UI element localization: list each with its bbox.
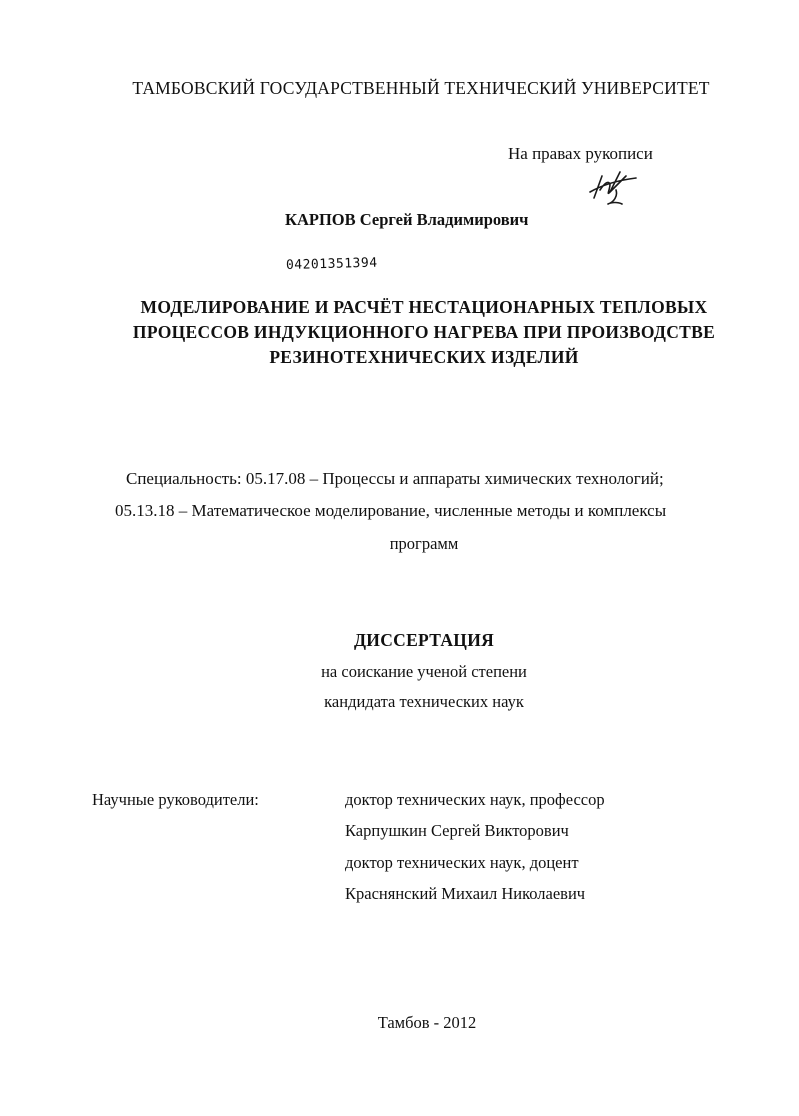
specialty-line-2: 05.13.18 – Математическое моделирование, численные методы и комплексы <box>115 501 667 520</box>
supervisor-2-title: доктор технических наук, доцент <box>345 853 579 872</box>
specialty-line-3: программ <box>389 534 459 553</box>
specialty-line-1: Специальность: 05.17.08 – Процессы и аппараты химических технологий; <box>126 469 664 488</box>
city-year: Тамбов - 2012 <box>377 1013 477 1032</box>
degree-line-1: на соискание ученой степени <box>321 662 527 681</box>
dissertation-title-line-2: ПРОЦЕССОВ ИНДУКЦИОННОГО НАГРЕВА ПРИ ПРОИЗВОДСТВЕ <box>132 322 716 342</box>
university-name: ТАМБОВСКИЙ ГОСУДАРСТВЕННЫЙ ТЕХНИЧЕСКИЙ УНИВЕРСИТЕТ <box>132 78 710 98</box>
dissertation-title-line-3: РЕЗИНОТЕХНИЧЕСКИХ ИЗДЕЛИЙ <box>269 347 579 367</box>
author-name: КАРПОВ Сергей Владимирович <box>285 210 529 229</box>
dissertation-title-line-1: МОДЕЛИРОВАНИЕ И РАСЧЁТ НЕСТАЦИОНАРНЫХ ТЕПЛОВЫХ <box>140 297 708 317</box>
handwritten-signature <box>580 162 640 212</box>
registration-number: 04201351394 <box>285 255 378 273</box>
document-type-heading: ДИССЕРТАЦИЯ <box>353 630 495 650</box>
degree-line-2: кандидата технических наук <box>324 692 524 711</box>
supervisor-2-name: Краснянский Михаил Николаевич <box>345 884 586 903</box>
rights-note: На правах рукописи <box>508 144 653 163</box>
supervisors-label: Научные руководители: <box>92 790 259 809</box>
supervisor-1-title: доктор технических наук, профессор <box>345 790 605 809</box>
supervisor-1-name: Карпушкин Сергей Викторович <box>345 821 569 840</box>
